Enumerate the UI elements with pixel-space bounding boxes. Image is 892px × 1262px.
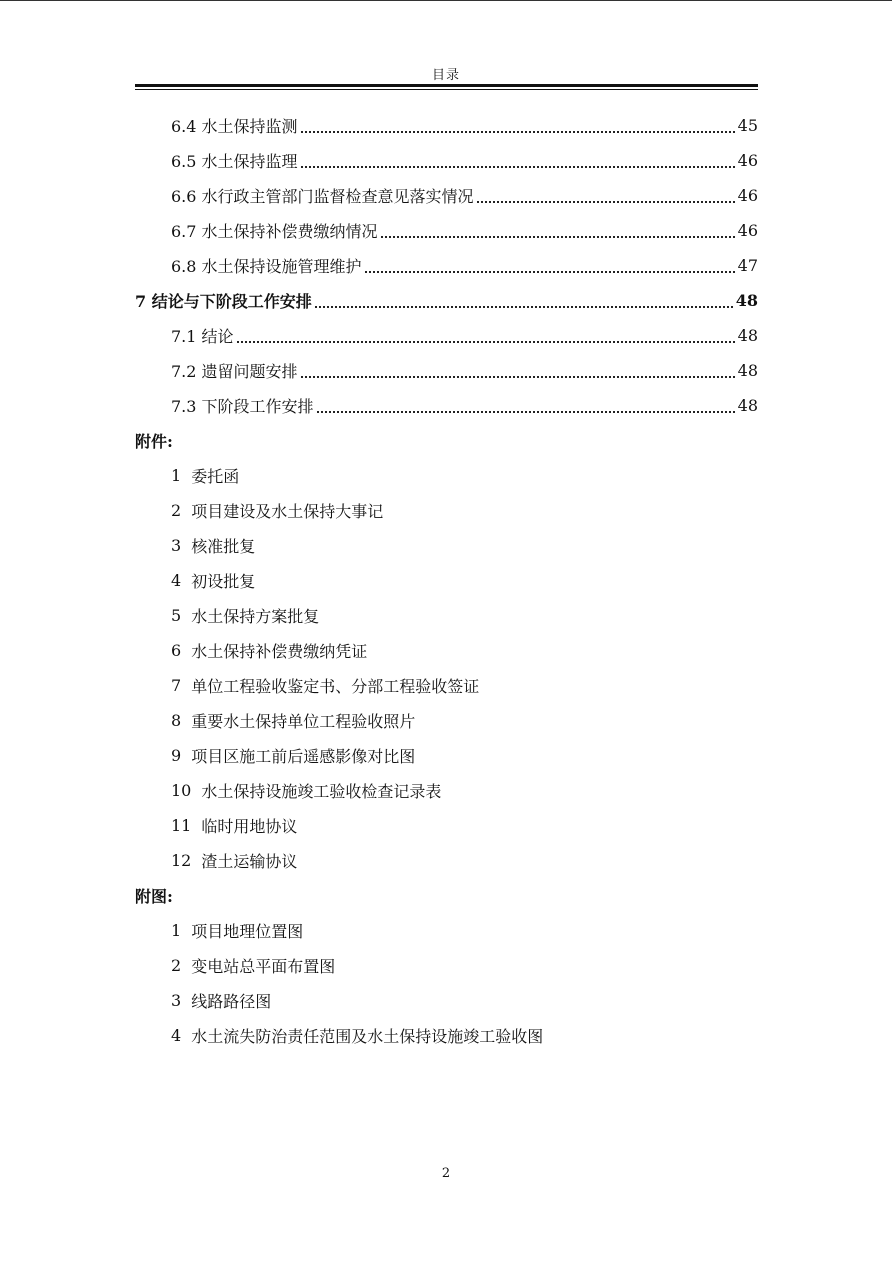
figure-number: 4 (171, 1026, 182, 1045)
attachment-number: 5 (171, 606, 182, 625)
attachment-item (135, 458, 758, 493)
attachment-number: 1 (171, 466, 182, 485)
toc-entry-page: 45 (737, 116, 758, 135)
toc-entry-page: 48 (737, 361, 758, 380)
attachment-title: 临时用地协议 (201, 817, 298, 836)
attachment-title: 单位工程验收鉴定书、分部工程验收签证 (191, 677, 480, 696)
attachment-item (135, 493, 758, 528)
toc-entry-label: 7.1 结论 (171, 327, 234, 346)
top-border (0, 0, 892, 1)
attachments-heading: 附件: (135, 432, 173, 451)
toc-entry[interactable] (135, 178, 758, 213)
page-number: 2 (441, 1166, 451, 1181)
attachment-number: 7 (171, 676, 182, 695)
figure-item (135, 948, 758, 983)
toc-leader-dots (317, 411, 735, 413)
attachment-number: 9 (171, 746, 182, 765)
attachment-item (135, 633, 758, 668)
toc-leader-dots (315, 306, 733, 308)
toc-entry-label: 6.7 水土保持补偿费缴纳情况 (171, 222, 378, 241)
attachment-item (135, 843, 758, 878)
figure-item (135, 1018, 758, 1053)
toc-entry-page: 47 (737, 256, 758, 275)
figure-title: 变电站总平面布置图 (191, 957, 336, 976)
attachment-title: 水土保持设施竣工验收检查记录表 (201, 782, 442, 801)
figure-title: 水土流失防治责任范围及水土保持设施竣工验收图 (191, 1027, 544, 1046)
figure-title: 线路路径图 (191, 992, 272, 1011)
toc-entry-label: 6.5 水土保持监理 (171, 152, 298, 171)
toc-entry-page: 48 (737, 326, 758, 345)
toc-entry-label: 6.4 水土保持监测 (171, 117, 298, 136)
attachment-number: 3 (171, 536, 182, 555)
attachment-item (135, 808, 758, 843)
figure-title: 项目地理位置图 (191, 922, 304, 941)
header-rule-thin (135, 89, 758, 90)
attachment-number: 4 (171, 571, 182, 590)
figure-number: 2 (171, 956, 182, 975)
attachment-number: 6 (171, 641, 182, 660)
toc-leader-dots (365, 271, 735, 273)
toc-entry-label: 7.2 遗留问题安排 (171, 362, 298, 381)
figure-item (135, 983, 758, 1018)
figure-number: 1 (171, 921, 182, 940)
attachment-item (135, 773, 758, 808)
toc-entry[interactable] (135, 318, 758, 353)
toc-leader-dots (237, 341, 735, 343)
toc-leader-dots (477, 201, 735, 203)
attachment-title: 项目区施工前后遥感影像对比图 (191, 747, 416, 766)
attachment-item (135, 668, 758, 703)
toc-entry-label: 6.6 水行政主管部门监督检查意见落实情况 (171, 187, 474, 206)
toc-entry[interactable] (135, 388, 758, 423)
figure-number: 3 (171, 991, 182, 1010)
toc-entry[interactable] (135, 248, 758, 283)
attachment-title: 渣土运输协议 (201, 852, 298, 871)
toc-entry-label: 7.3 下阶段工作安排 (171, 397, 314, 416)
toc-entry-page: 48 (735, 291, 758, 310)
attachment-title: 水土保持方案批复 (191, 607, 320, 626)
toc-leader-dots (301, 166, 735, 168)
attachment-number: 12 (171, 851, 192, 870)
attachment-title: 项目建设及水土保持大事记 (191, 502, 384, 521)
attachment-title: 重要水土保持单位工程验收照片 (191, 712, 416, 731)
toc-entry-page: 46 (737, 221, 758, 240)
toc-entry-page: 48 (737, 396, 758, 415)
table-of-contents (135, 108, 758, 1053)
attachment-number: 10 (171, 781, 192, 800)
attachment-item (135, 528, 758, 563)
attachment-title: 初设批复 (191, 572, 256, 591)
figures-heading: 附图: (135, 887, 173, 906)
toc-entry-label: 6.8 水土保持设施管理维护 (171, 257, 362, 276)
attachment-title: 核准批复 (191, 537, 256, 556)
toc-entry[interactable] (135, 353, 758, 388)
attachment-title: 水土保持补偿费缴纳凭证 (191, 642, 368, 661)
toc-entry-page: 46 (737, 186, 758, 205)
toc-leader-dots (301, 131, 735, 133)
attachment-number: 2 (171, 501, 182, 520)
toc-entry-page: 46 (737, 151, 758, 170)
figure-item (135, 913, 758, 948)
toc-entry[interactable] (135, 108, 758, 143)
toc-entry[interactable] (135, 213, 758, 248)
attachment-item (135, 598, 758, 633)
toc-leader-dots (301, 376, 735, 378)
toc-entry-label: 7 结论与下阶段工作安排 (135, 292, 312, 311)
attachment-title: 委托函 (191, 467, 240, 486)
attachment-item (135, 738, 758, 773)
toc-leader-dots (381, 236, 735, 238)
attachment-item (135, 703, 758, 738)
header-title: 目录 (431, 68, 460, 83)
attachment-number: 11 (171, 816, 192, 835)
toc-entry[interactable] (135, 143, 758, 178)
toc-chapter-entry[interactable] (135, 283, 758, 318)
attachment-number: 8 (171, 711, 182, 730)
header-rule-thick (135, 84, 758, 87)
attachment-item (135, 563, 758, 598)
